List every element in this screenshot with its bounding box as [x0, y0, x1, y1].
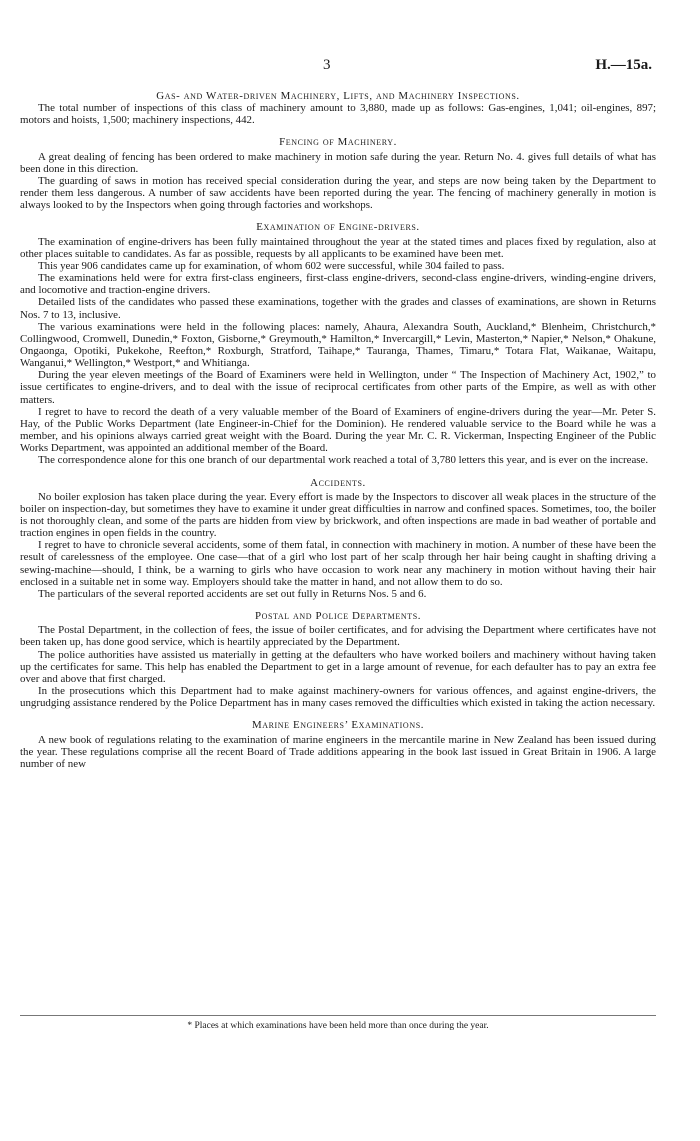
document-body [20, 90, 656, 770]
paragraph: The total number of inspections of this class of machinery amount to 3,880, made up as follows: Gas-engines, 1,041; oil-engines, 897; motors and hoists, 1,500; machinery inspections, 442. [20, 102, 656, 127]
paragraph: The examinations held were for extra first-class engineers, first-class engine-drivers, second-class engine-drivers, winding-engine drivers, and locomotive and traction-engine drivers. [20, 272, 656, 297]
section-heading: Examination of Engine-drivers. [256, 221, 420, 234]
paragraph: The examination of engine-drivers has been fully maintained throughout the year at the stated times and places fixed by regulation, also at other places suitable to candidates. As far as possible, requests by all applicants to be examined have been met. [20, 235, 656, 260]
paragraph: The various examinations were held in the following places: namely, Ahaura, Alexandra South, Auckland,* Blenheim, Christchurch,* Collingwood, Cromwell, Dunedin,* Foxton, Gisborne,* Greymouth,* Hamilton,* Invercargill,* Levin, Masterton,* Napier,* Nelson,* Ohakune, Ongaonga, Opotiki, Pukekohe, Reefton,* Roxburgh, Stratford, Taihape,* Tauranga, Thames, Timaru,* Totara Flat, Waikanae, Waitapu, Wanganui,* Wellington,* Westport,* and Whitianga. [20, 320, 656, 370]
paragraph: I regret to have to record the death of a very valuable member of the Board of Examiners of engine-drivers during the year—Mr. Peter S. Hay, of the Public Works Department (late Engineer-in-Chief for the Dominion). He rendered valuable service to the Board while he was a member, and his opinions always carried great weight with the Board. During the year Mr. C. R. Vickerman, Inspecting Engineer of the Public Works Department, was appointed an additional member of the Board. [20, 405, 656, 455]
paragraph: I regret to have to chronicle several accidents, some of them fatal, in connection with machinery in motion. A number of these have been the result of carelessness of the employee. One case—that of a girl who lost part of her scalp through her hair being caught in shafting driving a sewing-machine—should, I think, be a warning to girls who have occasion to work near any machinery in motion without having their hair enclosed in a suitable net in some way. Employers should take the matter in hand, and not allow them to do so. [20, 539, 656, 588]
paragraph: During the year eleven meetings of the Board of Examiners were held in Wellington, under “ The Inspection of Machinery Act, 1902,” to issue certificates to engine-drivers, and to deal with the issue of reciprocal certificates from other parts of the Empire, as well as with other matters. [20, 369, 656, 406]
paragraph: A new book of regulations relating to the examination of marine engineers in the mercantile marine in New Zealand has been issued during the year. These regulations comprise all the recent Board of Trade additions appearing in the book last issued in Great Britain in 1906. A large number of new [20, 733, 656, 770]
section-accidents [20, 477, 656, 601]
document-reference: H.—15a. [595, 57, 652, 73]
section-heading: Accidents. [310, 476, 366, 489]
paragraph: The particulars of the several reported accidents are set out fully in Returns Nos. 5 and 6. [38, 587, 427, 600]
footnote: * Places at which examinations have been held more than once during the year. [187, 1021, 489, 1031]
footnote-divider [20, 1015, 656, 1016]
paragraph: The Postal Department, in the collection of fees, the issue of boiler certificates, and for advising the Department where certificates have not been taken up, has done good service, which is heartily appreciated by the Department. [20, 624, 656, 649]
paragraph: The police authorities have assisted us materially in getting at the defaulters who have worked boilers and machinery without having taken up the certificates for same. This help has enabled the Department to get in a large amount of revenue, for each defaulter has to pay an extra fee over and above that first charged. [20, 648, 656, 685]
paragraph: The correspondence alone for this one branch of our departmental work reached a total of 3,780 letters this year, and is ever on the increase. [38, 454, 649, 467]
section-postal-and-police [20, 610, 656, 709]
paragraph: In the prosecutions which this Department had to make against machinery-owners for various offences, and against engine-drivers, the ungrudging assistance rendered by the Police Department has in many cases removed the difficulties which existed in taking the action necessary. [20, 685, 656, 710]
section-heading: Marine Engineers’ Examinations. [251, 719, 425, 732]
section-fencing-of-machinery [20, 136, 656, 211]
paragraph: This year 906 candidates came up for examination, of whom 602 were successful, while 304 failed to pass. [38, 259, 505, 272]
section-marine-engineers-examinations [20, 719, 656, 770]
section-gas-water-machinery [20, 90, 656, 126]
paragraph: Detailed lists of the candidates who passed these examinations, together with the grades and classes of examinations, are shown in Returns Nos. 7 to 13, inclusive. [20, 296, 656, 321]
page-number: 3 [323, 57, 331, 73]
section-examination-of-engine-drivers [20, 221, 656, 466]
section-heading: Fencing of Machinery. [279, 136, 397, 149]
paragraph: The guarding of saws in motion has received special consideration during the year, and steps are now being taken by the Department to render them less dangerous. A number of saw accidents have been reported during the year. The fencing of machinery generally in motion is always looked to by the Inspectors when going through factories and workshops. [20, 174, 656, 212]
page-header [20, 57, 660, 77]
paragraph: No boiler explosion has taken place during the year. Every effort is made by the Inspectors to discover all weak places in the structure of the boiler on inspection-day, but sometimes they have to examine it under great difficulties in narrow and confined spaces. Sometimes, too, the boiler is not thoroughly clean, and some of the parts are hidden from view by brickwork, and often inspections are made in bad weather of portable and traction engines in open fields in the country. [20, 490, 656, 540]
section-heading: Postal and Police Departments. [254, 610, 422, 623]
section-heading: Gas- and Water-driven Machinery, Lifts, and Machinery Inspections. [156, 90, 520, 102]
paragraph: A great dealing of fencing has been ordered to make machinery in motion safe during the year. Return No. 4. gives full details of what has been done in this direction. [20, 150, 656, 175]
